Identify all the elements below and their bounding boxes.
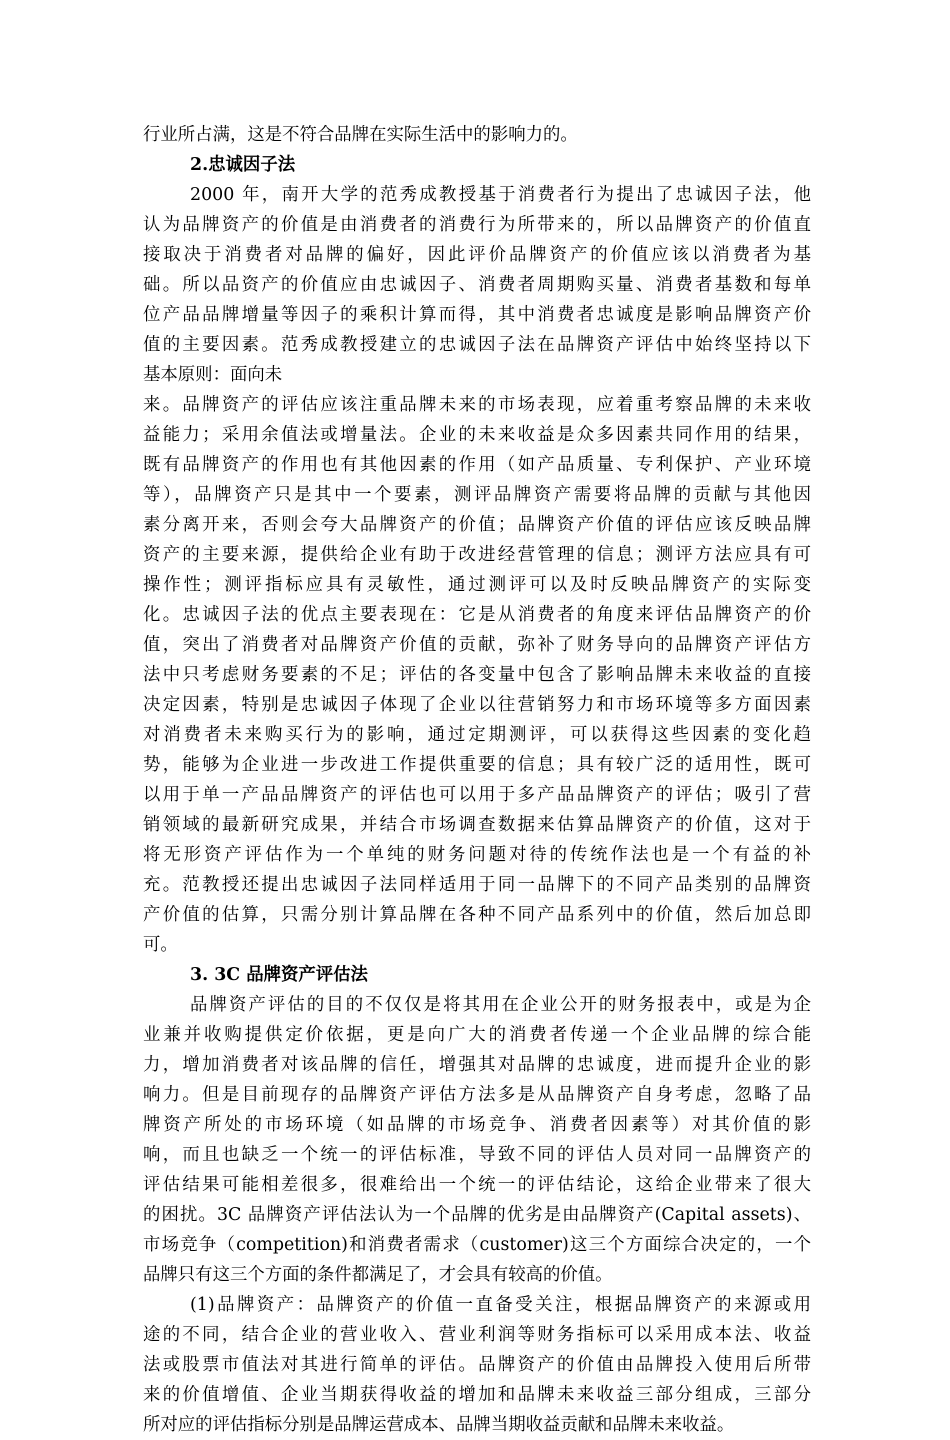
body-text-line: 操作性；测评指标应具有灵敏性，通过测评可以及时反映品牌资产的实际变 (143, 575, 811, 595)
body-text-line: 值，突出了消费者对品牌资产价值的贡献，弥补了财务导向的品牌资产评估方 (143, 635, 811, 655)
body-text-line: 位产品品牌增量等因子的乘积计算而得，其中消费者忠诚度是影响品牌资产价 (143, 305, 811, 325)
body-text-line: 的困扰。3C 品牌资产评估法认为一个品牌的优劣是由品牌资产(Capital assets)、 (143, 1205, 811, 1225)
body-text-line: 势，能够为企业进一步改进工作提供重要的信息；具有较广泛的适用性，既可 (143, 755, 811, 775)
body-text-line: 行业所占满，这是不符合品牌在实际生活中的影响力的。 (143, 125, 578, 145)
section-body-3c-method (143, 990, 811, 1290)
body-text-line: 接取决于消费者对品牌的偏好，因此评价品牌资产的价值应该以消费者为基 (143, 245, 811, 265)
section-heading-loyalty-factor: 2.忠诚因子法 (190, 155, 296, 175)
body-text-line: 化。忠诚因子法的优点主要表现在：它是从消费者的角度来评估品牌资产的价 (143, 605, 811, 625)
body-text-line: 途的不同，结合企业的营业收入、营业利润等财务指标可以采用成本法、收益 (143, 1325, 811, 1345)
body-text-line: 来。品牌资产的评估应该注重品牌未来的市场表现，应着重考察品牌的未来收 (143, 395, 811, 415)
body-text-line: 市场竞争（competition)和消费者需求（customer)这三个方面综合决定的，一个 (143, 1235, 811, 1255)
body-text-line: 产价值的估算，只需分别计算品牌在各种不同产品系列中的价值，然后加总即 (143, 905, 811, 925)
body-text-line: 响，而且也缺乏一个统一的评估标准，导致不同的评估人员对同一品牌资产的 (143, 1145, 811, 1165)
body-text-line: 品牌只有这三个方面的条件都满足了，才会具有较高的价值。 (143, 1265, 613, 1285)
body-text-line: 基本原则：面向未 (143, 365, 283, 385)
body-text-line: 牌资产所处的市场环境（如品牌的市场竞争、消费者因素等）对其价值的影 (143, 1115, 811, 1135)
body-text-line: 益能力；采用余值法或增量法。企业的未来收益是众多因素共同作用的结果， (143, 425, 811, 445)
section-body-loyalty-factor (143, 180, 811, 960)
paragraph-brand-assets (143, 1290, 811, 1440)
body-text-line: 以用于单一产品品牌资产的评估也可以用于多产品品牌资产的评估；吸引了营 (143, 785, 811, 805)
document-page (143, 120, 811, 1440)
body-text-line: 认为品牌资产的价值是由消费者的消费行为所带来的，所以品牌资产的价值直 (143, 215, 811, 235)
body-text-line: 2000 年，南开大学的范秀成教授基于消费者行为提出了忠诚因子法，他 (190, 185, 811, 205)
body-text-line: 素分离开来，否则会夸大品牌资产的价值；品牌资产价值的评估应该反映品牌 (143, 515, 811, 535)
body-text-line: 法或股票市值法对其进行简单的评估。品牌资产的价值由品牌投入使用后所带 (143, 1355, 811, 1375)
body-text-line: 力，增加消费者对该品牌的信任，增强其对品牌的忠诚度，进而提升企业的影 (143, 1055, 811, 1075)
body-text-line: 法中只考虑财务要素的不足；评估的各变量中包含了影响品牌未来收益的直接 (143, 665, 811, 685)
section-heading-3c-method: 3. 3C 品牌资产评估法 (190, 965, 368, 985)
body-text-line: 可。 (143, 935, 178, 955)
body-text-line: 值的主要因素。范秀成教授建立的忠诚因子法在品牌资产评估中始终坚持以下 (143, 335, 811, 355)
body-text-line: 业兼并收购提供定价依据，更是向广大的消费者传递一个企业品牌的综合能 (143, 1025, 811, 1045)
body-text-line: 来的价值增值、企业当期获得收益的增加和品牌未来收益三部分组成，三部分 (143, 1385, 811, 1405)
body-text-line: 等），品牌资产只是其中一个要素，测评品牌资产需要将品牌的贡献与其他因 (143, 485, 811, 505)
body-text-line: 对消费者未来购买行为的影响，通过定期测评，可以获得这些因素的变化趋 (143, 725, 811, 745)
body-text-line: 销领域的最新研究成果，并结合市场调查数据来估算品牌资产的价值，这对于 (143, 815, 811, 835)
body-text-line: (1)品牌资产：品牌资产的价值一直备受关注，根据品牌资产的来源或用 (190, 1295, 811, 1315)
body-text-line: 资产的主要来源，提供给企业有助于改进经营管理的信息；测评方法应具有可 (143, 545, 811, 565)
body-text-line: 评估结果可能相差很多，很难给出一个统一的评估结论，这给企业带来了很大 (143, 1175, 811, 1195)
body-text-line: 响力。但是目前现存的品牌资产评估方法多是从品牌资产自身考虑，忽略了品 (143, 1085, 811, 1105)
body-text-line: 决定因素，特别是忠诚因子体现了企业以往营销努力和市场环境等多方面因素 (143, 695, 811, 715)
body-text-line: 础。所以品资产的价值应由忠诚因子、消费者周期购买量、消费者基数和每单 (143, 275, 811, 295)
body-text-line: 品牌资产评估的目的不仅仅是将其用在企业公开的财务报表中，或是为企 (190, 995, 811, 1015)
body-text-line: 所对应的评估指标分别是品牌运营成本、品牌当期收益贡献和品牌未来收益。 (143, 1415, 735, 1435)
body-text-line: 将无形资产评估作为一个单纯的财务问题对待的传统作法也是一个有益的补 (143, 845, 811, 865)
body-text-line: 充。范教授还提出忠诚因子法同样适用于同一品牌下的不同产品类别的品牌资 (143, 875, 811, 895)
body-text-line: 既有品牌资产的作用也有其他因素的作用（如产品质量、专利保护、产业环境 (143, 455, 811, 475)
